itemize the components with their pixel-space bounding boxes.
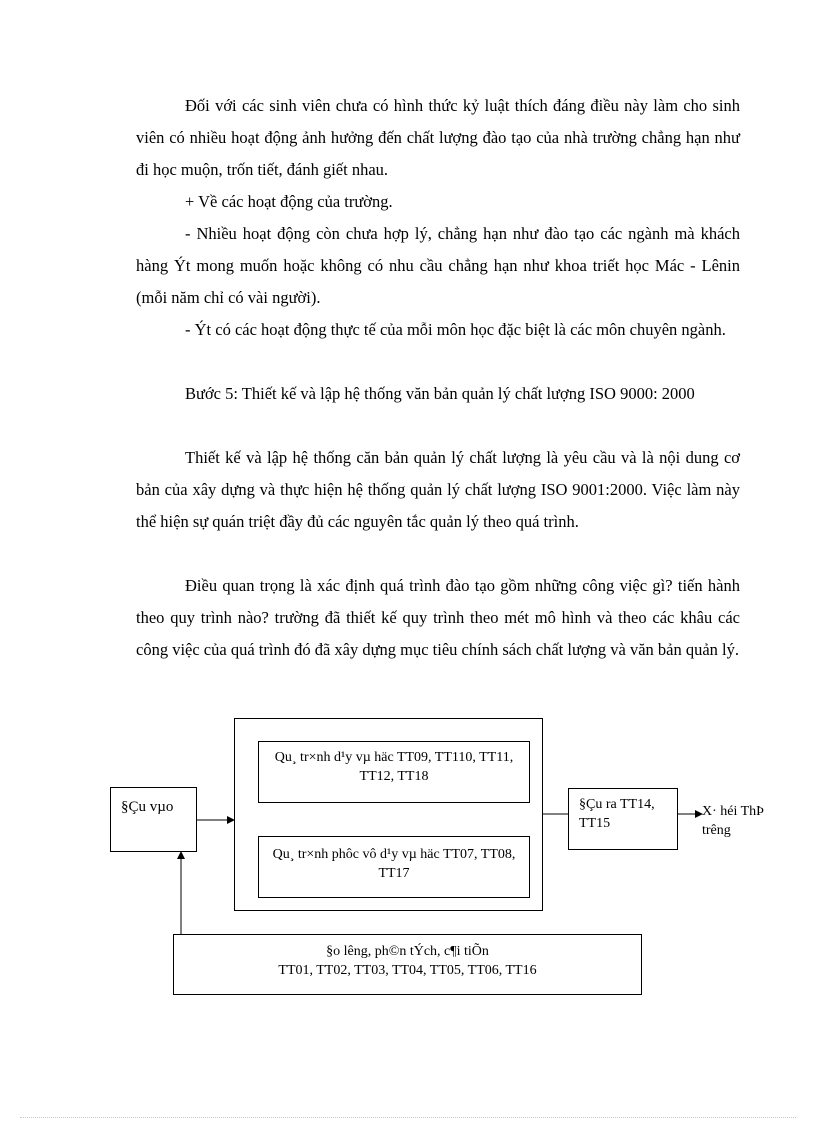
- paragraph-step-5: Bước 5: Thiết kế và lập hệ thống văn bản quản lý chất lượng ISO 9000: 2000: [185, 384, 695, 403]
- measure-analyze-improve-box: [173, 934, 642, 995]
- teaching-process-box: [258, 741, 530, 803]
- measure-analyze-improve-text: §o lêng, ph©n tÝch, c¶i tiÕn: [326, 944, 489, 959]
- page-bottom-dotted-line: [20, 1117, 796, 1118]
- paragraph-activities-heading: + Về các hoạt động của trường.: [185, 192, 393, 211]
- input-text: §Çu vµo: [121, 799, 174, 815]
- measure-analyze-improve-codes: TT01, TT02, TT03, TT04, TT05, TT06, TT16: [278, 963, 537, 978]
- input-box: [110, 787, 197, 852]
- paragraph-unreasonable-activities: - Nhiều hoạt động còn chưa hợp lý, chẳng hạn như đào tạo các ngành mà khách hàng Ýt mong muốn hoặc không có nhu cầu chẳng hạn như khoa triết học Mác - Lênin (mỗi năm chỉ có vài người).: [136, 224, 740, 307]
- society-market-text: X· héi ThÞ trêng: [702, 804, 764, 838]
- support-process-box: [258, 836, 530, 898]
- paragraph-few-practical-activities: - Ýt có các hoạt động thực tế của mỗi môn học đặc biệt là các môn chuyên ngành.: [185, 320, 726, 339]
- teaching-process-text: Qu¸ tr×nh d¹y vµ häc TT09, TT110, TT11, TT12, TT18: [274, 750, 514, 784]
- society-market-label: [702, 802, 772, 840]
- paragraph-process-importance: Điều quan trọng là xác định quá trình đào tạo gồm những công việc gì? tiến hành theo quy trình nào? trường đã thiết kế quy trình theo mét mô hình và theo các khâu các công việc của quá trình đó đã xây dựng mục tiêu chính sách chất lượng và văn bản quản lý.: [136, 576, 740, 659]
- output-text: §Çu ra TT14, TT15: [579, 797, 655, 831]
- support-process-text: Qu¸ tr×nh phôc vô d¹y vµ häc TT07, TT08, TT17: [272, 847, 516, 881]
- output-box: [568, 788, 678, 850]
- paragraph-discipline: Đối với các sinh viên chưa có hình thức kỷ luật thích đáng điều này làm cho sinh viên có nhiều hoạt động ảnh hưởng đến chất lượng đào tạo của nhà trường chẳng hạn như đi học muộn, trốn tiết, đánh giết nhau.: [136, 96, 740, 179]
- paragraph-design-documents: Thiết kế và lập hệ thống căn bản quản lý chất lượng là yêu cầu và là nội dung cơ bản của xây dựng và thực hiện hệ thống quản lý chất lượng ISO 9001:2000. Việc làm này thể hiện sự quán triệt đầy đủ các nguyên tắc quản lý theo quá trình.: [136, 448, 740, 531]
